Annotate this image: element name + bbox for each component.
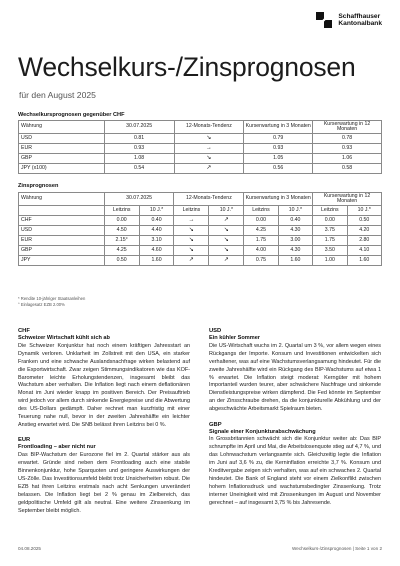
currency-cell: JPY <box>19 255 105 265</box>
sub-header: Leitzins <box>244 205 278 215</box>
sub-header: Leitzins <box>104 205 139 215</box>
sub-header: 10 J.* <box>139 205 174 215</box>
fx-forecast-table <box>18 120 382 174</box>
trend-arrow-icon: ↘ <box>174 225 209 235</box>
column-header: Währung <box>19 121 105 134</box>
currency-cell: USD <box>19 133 105 143</box>
rates-forecast-table <box>18 192 382 266</box>
value-cell: 0.40 <box>139 215 174 225</box>
footer-page-info: Wechselkurs-/Zinsprognosen | Seite 1 von 2 <box>292 546 382 551</box>
value-cell: 2.80 <box>347 235 381 245</box>
currency-cell: EUR <box>19 143 105 153</box>
value-cell: 0.50 <box>104 255 139 265</box>
section-text-gbp: In Grossbritannien schwächt sich die Konjunktur weiter ab: Das BIP schrumpfte im April und Mai, die Arbeitslosenquote stieg auf 4,7 %, und das Lohnwachstum verlangsamte sich. Gleichzeitig legte die Inflation im Juni auf 3,6 % zu, die Kerninflation erreichte 3,7 %. Konsum und Kreditvergabe zeigen sich verhalten, was auf ein schwaches 2. Quartal hindeutet. Die Bank of England steht vor einem Zielkonflikt zwischen hohem Inflationsdruck und wachstumsbedingter Zinssenkung. Trotz interner Uneinigkeit wird mit Zinssenkungen im August und November gerechnet – auf insgesamt 3,75 % bis Jahresende. <box>209 436 381 506</box>
spot-cell: 0.93 <box>104 143 174 153</box>
value-cell: 0.50 <box>347 215 381 225</box>
sub-header: 10 J.* <box>347 205 381 215</box>
value-cell: 4.60 <box>139 245 174 255</box>
value-cell: 4.25 <box>104 245 139 255</box>
trend-arrow-icon: ↘ <box>174 133 244 143</box>
trend-arrow-icon: ↘ <box>174 153 244 163</box>
value-cell: 4.20 <box>347 225 381 235</box>
left-column <box>18 328 190 523</box>
value-cell: 3.75 <box>313 225 347 235</box>
table-row <box>19 225 382 235</box>
column-header: Kurserwartung in 12 Monaten <box>313 193 382 206</box>
table-header-row <box>19 193 382 206</box>
table-row <box>19 215 382 225</box>
chf-section <box>18 328 190 430</box>
section-label-usd: USD <box>209 328 222 334</box>
column-header: Kurserwartung in 3 Monaten <box>244 121 313 134</box>
gbp-section <box>209 422 381 508</box>
trend-arrow-icon: → <box>174 143 244 153</box>
value-cell: 2.15° <box>104 235 139 245</box>
trend-arrow-icon: ↘ <box>209 245 244 255</box>
value-cell: 4.50 <box>104 225 139 235</box>
trend-arrow-icon: ↗ <box>174 255 209 265</box>
value-cell: 0.00 <box>244 215 278 225</box>
value-cell: 1.75 <box>313 235 347 245</box>
section-label-eur: EUR <box>18 437 31 444</box>
value-cell: 4.40 <box>139 225 174 235</box>
currency-cell: JPY (x100) <box>19 163 105 173</box>
trend-arrow-icon: ↘ <box>209 235 244 245</box>
currency-cell: USD <box>19 225 105 235</box>
table-row <box>19 153 382 163</box>
fx-table-heading: Wechselkursprognosen gegenüber CHF <box>18 112 125 118</box>
sub-header: 10 J.* <box>209 205 244 215</box>
forecast-12m-cell: 0.78 <box>313 133 382 143</box>
section-text-chf: Die Schweizer Konjunktur hat noch einem kräftigen Jahresstart an Dynamik verloren. Unklarheit im Zollstreit mit den USA, ein starker Franken und eine schwache Auslandsnachfrage wirken belastend auf die Exportwirtschaft. Zwar zeigen Stimmungsindikatoren wie das KOF-Barometer leichte Erholungstendenzen, insgesamt bleibt das Wachstum aber verhalten. Die Inflation liegt nach einem deflationären Monat im Juni wieder knapp im positiven Bereich. Der Preisauftrieb wird jedoch vor allem durch sinkende Energiepreise und die Abwertung des US-Dollars gedämpft. Daher rechnet man kurzfristig mit einer Teuerung nahe null, bevor in der zweiten Jahreshälfte ein leichter Anstieg erwartet wird. Die SNB belässt ihren Leitzins bei 0 %. <box>18 342 190 428</box>
trend-arrow-icon: ↗ <box>209 255 244 265</box>
spot-cell: 1.08 <box>104 153 174 163</box>
column-header: 12-Monats-Tendenz <box>174 121 244 134</box>
value-cell: 3.10 <box>139 235 174 245</box>
forecast-12m-cell: 0.93 <box>313 143 382 153</box>
currency-cell: GBP <box>19 153 105 163</box>
section-subhead-usd: Ein kühler Sommer <box>209 335 260 341</box>
value-cell: 1.00 <box>313 255 347 265</box>
value-cell: 4.30 <box>278 225 312 235</box>
table-row <box>19 235 382 245</box>
section-text-eur: Das BIP-Wachstum der Eurozone fiel im 2. Quartal stärker aus als erwartet. Gründe sind neben dem Frontloading auch eine stabile Binnenkonjunktur, hohe Sparquoten und geringere Auswirkungen der US-Zölle. Das Investitionsumfeld bleibt trotz Unsicherheiten robust. Die EZB hat ihren Leitzins erstmals nach acht Senkungen unverändert belassen. Die Inflation liegt bei 2 % genau im Zielbereich, das geldpolitische Umfeld gilt als neutral. Eine weitere Zinssenkung im September bleibt möglich. <box>18 452 190 514</box>
table-row <box>19 133 382 143</box>
table-subheader-row <box>19 205 382 215</box>
column-header: Kurserwartung in 3 Monaten <box>244 193 313 206</box>
brand-name <box>338 13 382 28</box>
shield-logo-icon <box>315 11 333 29</box>
trend-arrow-icon: ↗ <box>209 215 244 225</box>
brand-logo <box>315 11 382 29</box>
usd-section <box>209 328 381 414</box>
trend-arrow-icon: ↗ <box>174 163 244 173</box>
currency-cell: GBP <box>19 245 105 255</box>
footer-date: 04.08.2025 <box>18 546 41 551</box>
table-header-row <box>19 121 382 134</box>
forecast-12m-cell: 0.58 <box>313 163 382 173</box>
currency-cell: EUR <box>19 235 105 245</box>
column-header: Währung <box>19 193 105 206</box>
sub-header: Leitzins <box>313 205 347 215</box>
trend-arrow-icon: ↘ <box>209 225 244 235</box>
brand-line-2: Kantonalbank <box>338 20 382 27</box>
value-cell: 3.00 <box>278 235 312 245</box>
eur-section <box>18 437 190 515</box>
value-cell: 3.50 <box>313 245 347 255</box>
section-label-chf: CHF <box>18 328 30 334</box>
section-label-gbp: GBP <box>209 421 222 428</box>
value-cell: 0.40 <box>278 215 312 225</box>
table-row <box>19 163 382 173</box>
trend-arrow-icon: → <box>174 215 209 225</box>
table-row <box>19 143 382 153</box>
column-header: Kurserwartung in 12 Monaten <box>313 121 382 134</box>
value-cell: 4.10 <box>347 245 381 255</box>
right-column <box>209 328 381 515</box>
value-cell: 1.60 <box>278 255 312 265</box>
value-cell: 1.60 <box>347 255 381 265</box>
currency-cell: CHF <box>19 215 105 225</box>
footnote-yield: * Rendite 10-jähriger Staatsanleihen <box>18 296 86 301</box>
value-cell: 0.75 <box>244 255 278 265</box>
column-header: 12-Monats-Tendenz <box>174 193 244 206</box>
value-cell: 4.25 <box>244 225 278 235</box>
sub-header: 10 J.* <box>278 205 312 215</box>
forecast-3m-cell: 0.79 <box>244 133 313 143</box>
value-cell: 1.75 <box>244 235 278 245</box>
column-header: 30.07.2025 <box>104 121 174 134</box>
footnote-deposit-rate: ° Einlagesatz EZB 2.00% <box>18 302 65 307</box>
forecast-3m-cell: 0.56 <box>244 163 313 173</box>
value-cell: 0.00 <box>313 215 347 225</box>
column-header: 30.07.2025 <box>104 193 174 206</box>
spot-cell: 0.54 <box>104 163 174 173</box>
forecast-12m-cell: 1.06 <box>313 153 382 163</box>
trend-arrow-icon: ↘ <box>174 245 209 255</box>
brand-line-1: Schaffhauser <box>338 12 381 20</box>
empty-cell <box>19 205 105 215</box>
value-cell: 4.00 <box>244 245 278 255</box>
forecast-3m-cell: 1.05 <box>244 153 313 163</box>
section-text-usd: Die US-Wirtschaft wuchs im 2. Quartal um 3 %, vor allem wegen eines Rückgangs der Importe. Konsum und Investitionen entwickelten sich verhaltener, was auf eine Wachstumsverlangsamung hindeutet. Für die zweite Jahreshälfte wird ein Rückgang des BIP-Wachstums auf etwa 1 % erwartet. Die Inflation steigt moderat: Kerngüter mit hohem Importanteil wurden teurer, aber schwächere Nachfrage und sinkende Dienstleistungspreise wirken dämpfend. Die Fed könnte im September an der Zinsschraube drehen, da die konjunkturelle Abkühlung und der abgeschwächte Arbeitsmarkt Spielraum bieten. <box>209 342 381 413</box>
table-row <box>19 245 382 255</box>
value-cell: 1.60 <box>139 255 174 265</box>
page-subtitle: für den August 2025 <box>19 90 96 100</box>
value-cell: 0.00 <box>104 215 139 225</box>
forecast-3m-cell: 0.93 <box>244 143 313 153</box>
spot-cell: 0.81 <box>104 133 174 143</box>
trend-arrow-icon: ↘ <box>174 235 209 245</box>
table-row <box>19 255 382 265</box>
section-subhead-chf: Schweizer Wirtschaft kühlt sich ab <box>18 335 110 341</box>
rates-table-heading: Zinsprognosen <box>18 183 59 189</box>
section-subhead-eur: Frontloading – aber nicht nur <box>18 444 96 451</box>
value-cell: 4.30 <box>278 245 312 255</box>
sub-header: Leitzins <box>174 205 209 215</box>
section-subhead-gbp: Signale einer Konjunkturabschwächung <box>209 428 316 435</box>
page-title: Wechselkurs-/Zinsprognosen <box>18 52 356 82</box>
